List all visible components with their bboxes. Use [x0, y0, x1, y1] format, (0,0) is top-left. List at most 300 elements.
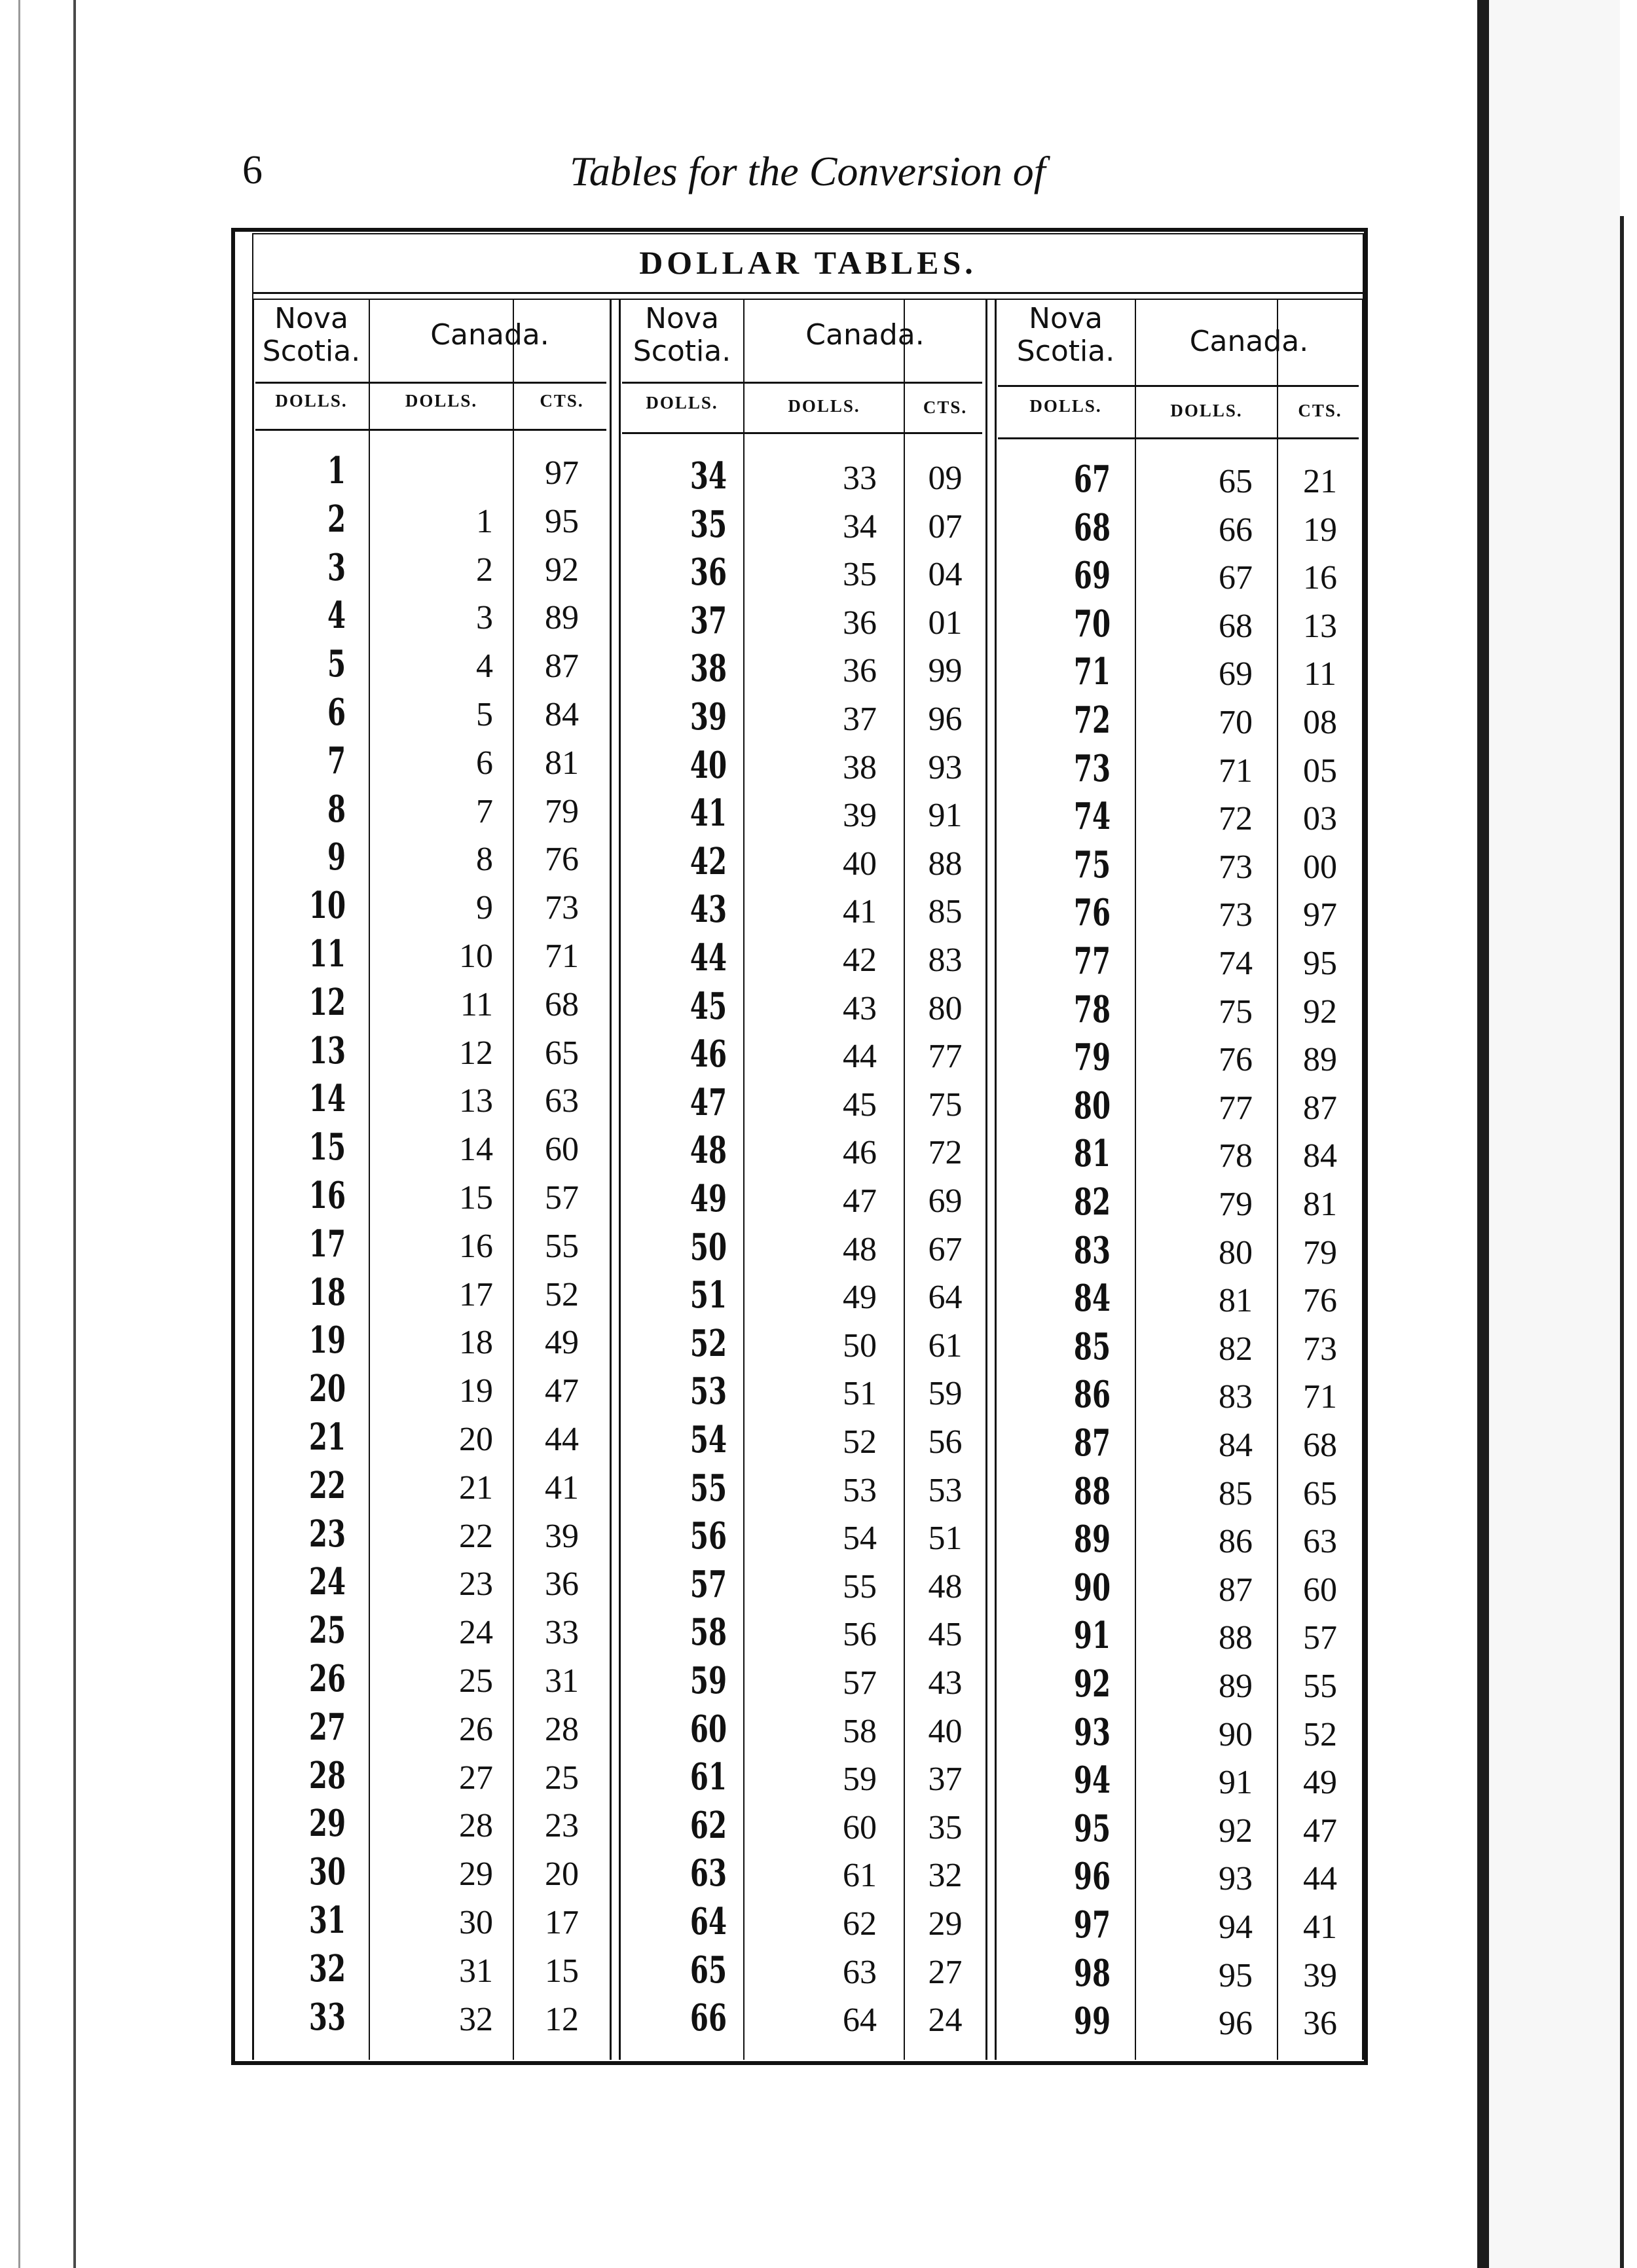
canada-cents-cell: 88	[928, 845, 963, 883]
canada-dolls-cell: 28	[459, 1807, 493, 1844]
nova-scotia-dolls-cell: 91	[1073, 1614, 1111, 1657]
nova-scotia-dolls-cell: 6	[327, 691, 346, 734]
canada-dolls-cell: 91	[1219, 1764, 1253, 1801]
canada-dolls-cell: 56	[843, 1616, 877, 1653]
canada-dolls-cell: 13	[459, 1082, 493, 1120]
canada-dolls-cell: 20	[459, 1421, 493, 1458]
canada-dolls-cell: 16	[459, 1228, 493, 1265]
canada-dolls-cell: 46	[843, 1134, 877, 1171]
canada-cents-cell: 35	[928, 1809, 963, 1846]
canada-cents-cell: 41	[545, 1469, 579, 1507]
canada-cents-cell: 95	[1303, 945, 1337, 982]
canada-cents-cell: 60	[1303, 1571, 1337, 1609]
canada-cents-cell: 47	[1303, 1812, 1337, 1850]
nova-scotia-dolls-cell: 76	[1073, 891, 1111, 934]
canada-dolls-cell: 11	[460, 986, 493, 1023]
nova-scotia-dolls-cell: 53	[690, 1370, 727, 1413]
nova-scotia-dolls-cell: 3	[327, 546, 346, 589]
canada-dolls-cell: 4	[476, 648, 493, 685]
canada-dolls-cell: 31	[459, 1952, 493, 1990]
nova-scotia-dolls-cell: 28	[308, 1754, 346, 1797]
nova-scotia-dolls-cell: 11	[308, 932, 346, 976]
canada-cents-cell: 84	[1303, 1137, 1337, 1175]
subhead-cts: CTS.	[540, 391, 584, 411]
canada-cents-cell: 41	[1303, 1909, 1337, 1946]
canada-cents-cell: 77	[928, 1038, 963, 1075]
page-number: 6	[242, 148, 263, 192]
canada-dolls-cell: 27	[459, 1759, 493, 1797]
canada-dolls-cell: 68	[1219, 608, 1253, 645]
nova-scotia-dolls-cell: 23	[308, 1512, 346, 1556]
canada-dolls-cell: 35	[843, 556, 877, 593]
nova-scotia-dolls-cell: 88	[1073, 1470, 1111, 1513]
canada-cents-cell: 23	[545, 1807, 579, 1844]
canada-cents-cell: 04	[928, 556, 963, 593]
canada-dolls-cell: 71	[1219, 752, 1253, 790]
nova-scotia-dolls-cell: 48	[690, 1129, 727, 1172]
canada-dolls-cell: 59	[843, 1761, 877, 1798]
canada-cents-cell: 73	[1303, 1330, 1337, 1368]
canada-dolls-cell: 63	[843, 1954, 877, 1991]
block-rule	[995, 299, 997, 2060]
nova-scotia-dolls-cell: 18	[308, 1271, 346, 1314]
running-head: Tables for the Conversion of	[570, 148, 1046, 194]
nova-scotia-dolls-cell: 70	[1073, 602, 1111, 646]
canada-dolls-cell: 92	[1219, 1812, 1253, 1850]
nova-scotia-dolls-cell: 21	[308, 1416, 346, 1459]
canada-cents-cell: 20	[545, 1856, 579, 1893]
canada-dolls-cell: 84	[1219, 1427, 1253, 1464]
group-head-canada: Canada.	[805, 318, 925, 352]
nova-scotia-dolls-cell: 61	[690, 1755, 727, 1799]
canada-dolls-cell: 69	[1219, 655, 1253, 693]
canada-cents-cell: 73	[545, 889, 579, 926]
nova-scotia-dolls-cell: 72	[1073, 699, 1111, 742]
canada-cents-cell: 39	[1303, 1957, 1337, 1994]
nova-scotia-dolls-cell: 67	[1073, 458, 1111, 501]
canada-dolls-cell: 76	[1219, 1041, 1253, 1078]
canada-cents-cell: 95	[545, 503, 579, 540]
canada-dolls-cell: 36	[843, 604, 877, 642]
subhead-rule	[255, 429, 606, 431]
canada-cents-cell: 57	[545, 1179, 579, 1216]
nova-scotia-dolls-cell: 14	[308, 1077, 346, 1120]
nova-scotia-dolls-cell: 19	[308, 1319, 346, 1362]
canada-dolls-cell: 67	[1219, 559, 1253, 596]
subhead-rule	[998, 437, 1359, 439]
canada-dolls-cell: 33	[843, 460, 877, 497]
canada-cents-cell: 63	[545, 1082, 579, 1120]
canada-dolls-cell: 62	[843, 1905, 877, 1943]
canada-dolls-cell: 38	[843, 749, 877, 786]
nova-scotia-dolls-cell: 50	[690, 1226, 727, 1269]
canada-dolls-cell: 3	[476, 599, 493, 636]
canada-cents-cell: 85	[928, 893, 963, 930]
nova-scotia-dolls-cell: 85	[1073, 1325, 1111, 1368]
nova-scotia-dolls-cell: 20	[308, 1367, 346, 1410]
group-head-nova-scotia: Nova Scotia.	[262, 302, 361, 368]
canada-cents-cell: 37	[928, 1761, 963, 1798]
nova-scotia-dolls-cell: 73	[1073, 747, 1111, 790]
nova-scotia-dolls-cell: 57	[690, 1563, 727, 1606]
canada-dolls-cell: 87	[1219, 1571, 1253, 1609]
canada-dolls-cell: 41	[843, 893, 877, 930]
group-head-nova-scotia: Nova Scotia.	[1016, 302, 1115, 368]
nova-scotia-dolls-cell: 12	[308, 981, 346, 1024]
canada-dolls-cell: 40	[843, 845, 877, 883]
canada-cents-cell: 21	[1303, 463, 1337, 500]
nova-scotia-dolls-cell: 64	[690, 1900, 727, 1943]
canada-cents-cell: 49	[545, 1324, 579, 1361]
canada-cents-cell: 19	[1303, 511, 1337, 549]
canada-cents-cell: 13	[1303, 608, 1337, 645]
canada-cents-cell: 09	[928, 460, 963, 497]
canada-dolls-cell: 74	[1219, 945, 1253, 982]
canada-dolls-cell	[370, 449, 493, 498]
nova-scotia-dolls-cell: 71	[1073, 650, 1111, 693]
nova-scotia-dolls-cell: 30	[308, 1850, 346, 1893]
canada-dolls-cell: 50	[843, 1327, 877, 1364]
canada-cents-cell: 43	[928, 1664, 963, 1702]
canada-dolls-cell: 53	[843, 1472, 877, 1509]
subhead-dolls: DOLLS.	[646, 393, 718, 412]
nova-scotia-dolls-cell: 96	[1073, 1855, 1111, 1898]
subhead-dolls: DOLLS.	[1170, 401, 1243, 420]
subhead-dolls: DOLLS.	[1029, 396, 1102, 416]
canada-cents-cell: 40	[928, 1713, 963, 1750]
canada-dolls-cell: 52	[843, 1423, 877, 1461]
canada-dolls-cell: 1	[476, 503, 493, 540]
page-right-edge	[1477, 0, 1489, 2268]
nova-scotia-dolls-cell: 56	[690, 1514, 727, 1558]
nova-scotia-dolls-cell: 17	[308, 1222, 346, 1266]
canada-dolls-cell: 10	[459, 938, 493, 975]
nova-scotia-dolls-cell: 26	[308, 1657, 346, 1700]
nova-scotia-dolls-cell: 69	[1073, 554, 1111, 597]
nova-scotia-dolls-cell: 94	[1073, 1759, 1111, 1802]
canada-dolls-cell: 93	[1219, 1860, 1253, 1897]
canada-dolls-cell: 44	[843, 1038, 877, 1075]
canada-dolls-cell: 54	[843, 1520, 877, 1557]
nova-scotia-dolls-cell: 5	[327, 642, 346, 686]
canada-dolls-cell: 21	[459, 1469, 493, 1507]
nova-scotia-dolls-cell: 65	[690, 1948, 727, 1992]
nova-scotia-dolls-cell: 10	[308, 884, 346, 927]
canada-cents-cell: 51	[928, 1520, 963, 1557]
canada-cents-cell: 29	[928, 1905, 963, 1943]
canada-cents-cell: 59	[928, 1375, 963, 1412]
canada-cents-cell: 11	[1303, 655, 1337, 693]
nova-scotia-dolls-cell: 89	[1073, 1518, 1111, 1561]
canada-cents-cell: 28	[545, 1711, 579, 1748]
canada-cents-cell: 25	[545, 1759, 579, 1797]
canada-cents-cell: 65	[1303, 1475, 1337, 1512]
canada-dolls-cell: 89	[1219, 1668, 1253, 1705]
canada-cents-cell: 57	[1303, 1619, 1337, 1656]
facing-page-edge	[1620, 216, 1624, 2268]
nova-scotia-dolls-cell: 59	[690, 1659, 727, 1702]
canada-cents-cell: 80	[928, 990, 963, 1027]
canada-cents-cell: 87	[1303, 1089, 1337, 1127]
canada-cents-cell: 44	[1303, 1860, 1337, 1897]
canada-dolls-cell: 75	[1219, 993, 1253, 1031]
group-head-nova-scotia: Nova Scotia.	[633, 302, 731, 368]
nova-scotia-dolls-cell: 81	[1073, 1132, 1111, 1175]
canada-dolls-cell: 64	[843, 2002, 877, 2039]
canada-cents-cell: 69	[928, 1182, 963, 1220]
canada-dolls-cell: 51	[843, 1375, 877, 1412]
canada-dolls-cell: 34	[843, 508, 877, 545]
canada-cents-cell: 64	[928, 1279, 963, 1316]
canada-dolls-cell: 7	[476, 793, 493, 830]
group-head-canada: Canada.	[1189, 325, 1309, 358]
canada-cents-cell: 71	[545, 938, 579, 975]
canada-dolls-cell: 9	[476, 889, 493, 926]
canada-dolls-cell: 80	[1219, 1234, 1253, 1271]
canada-dolls-cell: 26	[459, 1711, 493, 1748]
canada-cents-cell: 12	[545, 2001, 579, 2038]
nova-scotia-dolls-cell: 66	[690, 1996, 727, 2039]
nova-scotia-dolls-cell: 54	[690, 1418, 727, 1461]
nova-scotia-dolls-cell: 68	[1073, 506, 1111, 549]
subhead-rule	[622, 432, 982, 434]
canada-cents-cell: 89	[1303, 1041, 1337, 1078]
nova-scotia-dolls-cell: 95	[1073, 1807, 1111, 1850]
canada-cents-cell: 32	[928, 1857, 963, 1894]
nova-scotia-dolls-cell: 80	[1073, 1084, 1111, 1127]
canada-dolls-cell: 24	[459, 1614, 493, 1651]
canada-dolls-cell: 94	[1219, 1909, 1253, 1946]
canada-dolls-cell: 42	[843, 942, 877, 979]
canada-cents-cell: 44	[545, 1421, 579, 1458]
canada-cents-cell: 92	[545, 551, 579, 589]
canada-cents-cell: 36	[545, 1565, 579, 1603]
canada-cents-cell: 07	[928, 508, 963, 545]
canada-dolls-cell: 88	[1219, 1619, 1253, 1656]
canada-cents-cell: 81	[545, 744, 579, 782]
canada-cents-cell: 15	[545, 1952, 579, 1990]
canada-cents-cell: 72	[928, 1134, 963, 1171]
canada-dolls-cell: 12	[459, 1034, 493, 1072]
canada-dolls-cell: 18	[459, 1324, 493, 1361]
nova-scotia-dolls-cell: 22	[308, 1464, 346, 1507]
block-rule	[610, 299, 612, 2060]
title-rule-secondary	[252, 299, 1364, 300]
column-rule	[1362, 299, 1364, 2060]
nova-scotia-dolls-cell: 45	[690, 985, 727, 1028]
canada-cents-cell: 53	[928, 1472, 963, 1509]
canada-dolls-cell: 22	[459, 1518, 493, 1555]
canada-cents-cell: 49	[1303, 1764, 1337, 1801]
canada-cents-cell: 97	[545, 454, 579, 492]
canada-dolls-cell: 36	[843, 652, 877, 689]
nova-scotia-dolls-cell: 7	[327, 739, 346, 782]
canada-dolls-cell: 61	[843, 1857, 877, 1894]
canada-cents-cell: 68	[1303, 1427, 1337, 1464]
nova-scotia-dolls-cell: 16	[308, 1174, 346, 1217]
canada-cents-cell: 67	[928, 1231, 963, 1268]
nova-scotia-dolls-cell: 39	[690, 695, 727, 739]
subhead-cts: CTS.	[923, 397, 968, 417]
canada-dolls-cell: 73	[1219, 896, 1253, 934]
canada-dolls-cell: 49	[843, 1279, 877, 1316]
group-head-canada: Canada.	[430, 318, 549, 352]
canada-dolls-cell: 58	[843, 1713, 877, 1750]
nova-scotia-dolls-cell: 34	[690, 454, 727, 498]
canada-dolls-cell: 37	[843, 701, 877, 738]
canada-dolls-cell: 81	[1219, 1282, 1253, 1319]
nova-scotia-dolls-cell: 84	[1073, 1277, 1111, 1320]
subhead-dolls: DOLLS.	[405, 391, 478, 411]
nova-scotia-dolls-cell: 29	[308, 1802, 346, 1845]
canada-cents-cell: 63	[1303, 1523, 1337, 1560]
group-head-rule	[622, 382, 982, 384]
canada-dolls-cell: 47	[843, 1182, 877, 1220]
nova-scotia-dolls-cell: 93	[1073, 1711, 1111, 1754]
nova-scotia-dolls-cell: 37	[690, 599, 727, 642]
canada-cents-cell: 24	[928, 2002, 963, 2039]
canada-cents-cell: 83	[928, 942, 963, 979]
canada-dolls-cell: 32	[459, 2001, 493, 2038]
canada-cents-cell: 81	[1303, 1186, 1337, 1223]
canada-cents-cell: 76	[1303, 1282, 1337, 1319]
nova-scotia-dolls-cell: 2	[327, 498, 346, 541]
canada-cents-cell: 00	[1303, 849, 1337, 886]
canada-cents-cell: 93	[928, 749, 963, 786]
canada-cents-cell: 79	[545, 793, 579, 830]
canada-dolls-cell: 2	[476, 551, 493, 589]
group-head-rule	[255, 382, 606, 384]
canada-cents-cell: 61	[928, 1327, 963, 1364]
nova-scotia-dolls-cell: 35	[690, 503, 727, 546]
canada-dolls-cell: 90	[1219, 1716, 1253, 1753]
canada-cents-cell: 87	[545, 648, 579, 685]
canada-dolls-cell: 86	[1219, 1523, 1253, 1560]
nova-scotia-dolls-cell: 63	[690, 1852, 727, 1895]
canada-dolls-cell: 73	[1219, 849, 1253, 886]
canada-dolls-cell: 43	[843, 990, 877, 1027]
canada-cents-cell: 36	[1303, 2005, 1337, 2042]
nova-scotia-dolls-cell: 25	[308, 1609, 346, 1652]
nova-scotia-dolls-cell: 9	[327, 835, 346, 879]
canada-cents-cell: 71	[1303, 1378, 1337, 1416]
nova-scotia-dolls-cell: 27	[308, 1706, 346, 1749]
canada-dolls-cell: 45	[843, 1086, 877, 1124]
nova-scotia-dolls-cell: 42	[690, 840, 727, 883]
nova-scotia-dolls-cell: 75	[1073, 843, 1111, 887]
canada-dolls-cell: 39	[843, 797, 877, 834]
nova-scotia-dolls-cell: 99	[1073, 2000, 1111, 2043]
canada-cents-cell: 56	[928, 1423, 963, 1461]
nova-scotia-dolls-cell: 36	[690, 551, 727, 594]
canada-cents-cell: 45	[928, 1616, 963, 1653]
block-rule	[619, 299, 621, 2060]
canada-cents-cell: 52	[1303, 1716, 1337, 1753]
canada-cents-cell: 60	[545, 1131, 579, 1168]
canada-dolls-cell: 29	[459, 1856, 493, 1893]
canada-cents-cell: 97	[1303, 896, 1337, 934]
canada-dolls-cell: 55	[843, 1568, 877, 1605]
canada-dolls-cell: 79	[1219, 1186, 1253, 1223]
nova-scotia-dolls-cell: 31	[308, 1899, 346, 1942]
subhead-dolls: DOLLS.	[275, 391, 348, 411]
canada-dolls-cell: 70	[1219, 704, 1253, 741]
canada-dolls-cell: 5	[476, 696, 493, 733]
canada-dolls-cell: 30	[459, 1904, 493, 1941]
nova-scotia-dolls-cell: 24	[308, 1560, 346, 1603]
canada-dolls-cell: 77	[1219, 1089, 1253, 1127]
canada-cents-cell: 89	[545, 599, 579, 636]
canada-cents-cell: 16	[1303, 559, 1337, 596]
nova-scotia-dolls-cell: 41	[690, 792, 727, 835]
canada-cents-cell: 52	[545, 1276, 579, 1313]
subhead-dolls: DOLLS.	[788, 396, 860, 416]
nova-scotia-dolls-cell: 74	[1073, 795, 1111, 838]
canada-cents-cell: 01	[928, 604, 963, 642]
subhead-cts: CTS.	[1298, 401, 1342, 420]
canada-dolls-cell: 82	[1219, 1330, 1253, 1368]
canada-cents-cell: 03	[1303, 800, 1337, 837]
canada-cents-cell: 84	[545, 696, 579, 733]
canada-dolls-cell: 15	[459, 1179, 493, 1216]
nova-scotia-dolls-cell: 44	[690, 936, 727, 979]
title-rule	[252, 292, 1364, 294]
group-head-rule	[998, 385, 1359, 387]
canada-cents-cell: 47	[545, 1372, 579, 1410]
canada-cents-cell: 39	[545, 1518, 579, 1555]
canada-cents-cell: 27	[928, 1954, 963, 1991]
canada-cents-cell: 99	[928, 652, 963, 689]
canada-dolls-cell: 60	[843, 1809, 877, 1846]
nova-scotia-dolls-cell: 78	[1073, 988, 1111, 1031]
canada-cents-cell: 91	[928, 797, 963, 834]
nova-scotia-dolls-cell: 32	[308, 1947, 346, 1990]
nova-scotia-dolls-cell: 62	[690, 1804, 727, 1847]
canada-cents-cell: 55	[1303, 1668, 1337, 1705]
canada-cents-cell: 17	[545, 1904, 579, 1941]
nova-scotia-dolls-cell: 51	[690, 1273, 727, 1317]
nova-scotia-dolls-cell: 77	[1073, 940, 1111, 983]
nova-scotia-dolls-cell: 55	[690, 1467, 727, 1510]
canada-dolls-cell: 83	[1219, 1378, 1253, 1416]
nova-scotia-dolls-cell: 33	[308, 1996, 346, 2039]
canada-dolls-cell: 14	[459, 1131, 493, 1168]
nova-scotia-dolls-cell: 13	[308, 1029, 346, 1072]
nova-scotia-dolls-cell: 8	[327, 788, 346, 831]
canada-cents-cell: 76	[545, 841, 579, 878]
nova-scotia-dolls-cell: 83	[1073, 1229, 1111, 1272]
nova-scotia-dolls-cell: 4	[327, 594, 346, 637]
nova-scotia-dolls-cell: 82	[1073, 1180, 1111, 1224]
canada-dolls-cell: 85	[1219, 1475, 1253, 1512]
canada-cents-cell: 92	[1303, 993, 1337, 1031]
canada-cents-cell: 65	[545, 1034, 579, 1072]
canada-cents-cell: 75	[928, 1086, 963, 1124]
column-rule	[252, 299, 254, 2060]
nova-scotia-dolls-cell: 52	[690, 1322, 727, 1365]
nova-scotia-dolls-cell: 92	[1073, 1662, 1111, 1706]
page-gutter-line	[73, 0, 76, 2268]
canada-cents-cell: 79	[1303, 1234, 1337, 1271]
canada-cents-cell: 31	[545, 1662, 579, 1700]
nova-scotia-dolls-cell: 40	[690, 744, 727, 787]
nova-scotia-dolls-cell: 49	[690, 1177, 727, 1220]
block-rule	[985, 299, 987, 2060]
canada-dolls-cell: 72	[1219, 800, 1253, 837]
nova-scotia-dolls-cell: 90	[1073, 1566, 1111, 1609]
canada-dolls-cell: 57	[843, 1664, 877, 1702]
nova-scotia-dolls-cell: 86	[1073, 1373, 1111, 1416]
